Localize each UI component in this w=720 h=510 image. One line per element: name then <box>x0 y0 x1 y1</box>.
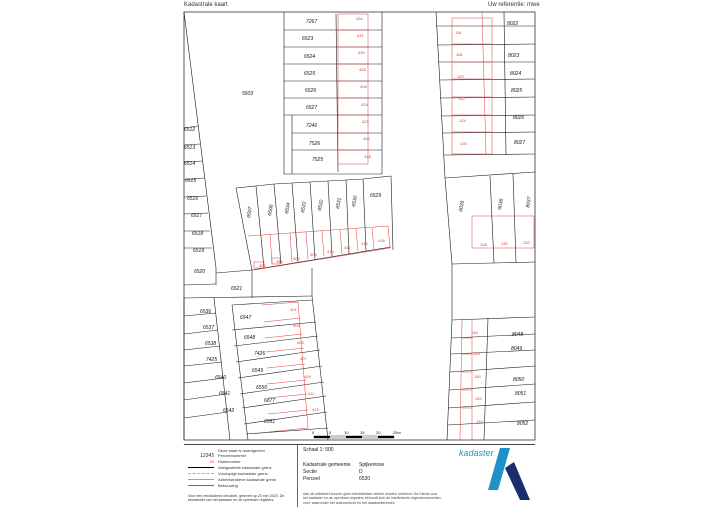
parcel-number: 6549 <box>252 368 264 374</box>
house-number: 430 <box>358 50 365 55</box>
parcel-number: 6512 <box>184 127 196 133</box>
parcel-number: 8026 <box>513 115 525 121</box>
scale-tick: 5 <box>329 430 332 435</box>
parcel-number: 8037 <box>525 196 533 209</box>
house-number: 132 <box>523 240 530 245</box>
parcel-number: 8027 <box>514 140 526 146</box>
parcel-number: 6532 <box>317 199 325 212</box>
legend-line-fixed <box>188 467 214 468</box>
disclaimer-text: Aan dit uittreksel kunnen geen bemiddelaar rekeen worden ontleend. De Dienst voor het kadaster en de openbare registers behoudt zich de intellectuele eigendomsrechten voor, waaronder het auteursrecht en het databankenrecht. <box>303 492 441 505</box>
house-number: 426 <box>360 84 367 89</box>
house-number: 126 <box>460 141 467 146</box>
house-number: 422 <box>362 119 369 124</box>
parcel-number: 5503 <box>242 91 254 97</box>
house-number-labels <box>259 16 530 424</box>
scale-bar <box>312 430 401 438</box>
parcel-number: 7267 <box>306 19 318 25</box>
scale-tick: 20 <box>376 430 381 435</box>
house-number: 406 <box>293 256 300 261</box>
parcel-number: 6526 <box>305 88 317 94</box>
house-number: 403 <box>293 323 300 328</box>
parcel-value: 6530 <box>359 476 371 482</box>
parcel-number: 6529 <box>370 193 382 199</box>
house-number: 407 <box>300 356 307 361</box>
parcel-number: 6530 <box>351 195 359 208</box>
parcel-number: 6508 <box>267 204 275 217</box>
house-number: 409 <box>304 374 311 379</box>
parcel-number: 7425 <box>206 357 218 363</box>
parcel-number: 6540 <box>215 375 227 381</box>
parcel-boundaries <box>184 12 535 440</box>
legend-sample-parcel: 12345 <box>200 452 214 459</box>
parcel-number: 7246 <box>306 123 318 129</box>
municipality-label: Kadastrale gemeente <box>303 462 351 468</box>
house-number: 152 <box>475 396 482 401</box>
legend-item: Deze kaart is noordgericht <box>218 448 265 453</box>
parcel-number: 8051 <box>515 391 527 397</box>
scale-tick: 25m <box>393 430 401 435</box>
parcel-number: 6038 <box>497 198 505 211</box>
house-number: 401 <box>290 307 297 312</box>
parcel-number: 6518 <box>192 231 204 237</box>
section-label: Sectie <box>303 469 317 475</box>
parcel-number: 7526 <box>309 141 321 147</box>
scale-tick: 0 <box>312 430 315 435</box>
house-number: 154 <box>476 419 483 424</box>
parcel-number: 6533 <box>300 201 308 214</box>
parcel-number: 6507 <box>246 206 254 219</box>
parcel-number: 8022 <box>507 21 519 27</box>
house-number: 428 <box>359 67 366 72</box>
parcel-labels <box>184 19 533 427</box>
parcel-number: 7525 <box>312 157 324 163</box>
parcel-number: 6547 <box>240 315 252 321</box>
house-number: 116 <box>455 30 462 35</box>
parcel-number: 8052 <box>517 421 529 427</box>
parcel-number: 6514 <box>184 161 196 167</box>
section-value: D <box>359 469 363 475</box>
parcel-number: 6520 <box>194 269 206 275</box>
parcel-number: 8050 <box>513 377 525 383</box>
parcel-number: 8025 <box>511 88 523 94</box>
legend-footer: Voor een eenduidend uitvoksel, gelevert op 23 mei 2020. De bewaardet van het kadaster en de openbare registers. <box>188 494 285 503</box>
parcel-number: 6542 <box>223 408 235 414</box>
house-number: 413 <box>312 407 319 412</box>
house-number: 416 <box>378 238 385 243</box>
house-number: 414 <box>361 241 368 246</box>
parcel-number: 8049 <box>511 346 523 352</box>
parcel-number: 6515 <box>185 178 197 184</box>
legend-line-administrative <box>188 479 214 480</box>
house-number: 412 <box>344 245 351 250</box>
house-number: 434 <box>356 16 363 21</box>
parcel-number: 6516 <box>187 196 199 202</box>
parcel-number: 8048 <box>512 332 524 338</box>
reference-text: Uw referentie: mwe <box>488 2 540 8</box>
parcel-number: 6550 <box>256 385 268 391</box>
parcel-number: 6536 <box>200 309 212 315</box>
parcel-number: 6036 <box>458 200 466 213</box>
parcel-number: 6541 <box>219 391 231 397</box>
legend-sample-house: 25 <box>209 459 214 464</box>
scale-tick: 10 <box>344 430 349 435</box>
house-number: 122 <box>458 96 465 101</box>
parcel-number: 6537 <box>203 325 215 331</box>
municipality-value: Spijkenisse <box>359 462 385 468</box>
parcel-label: Perceel <box>303 476 320 482</box>
parcel-number: 6877 <box>264 398 276 404</box>
parcel-number: 6534 <box>284 202 292 215</box>
parcel-number: 6548 <box>244 335 256 341</box>
house-number: 128 <box>480 242 487 247</box>
legend-item: Perceelnummer <box>218 453 247 458</box>
scale-tick: 15 <box>360 430 365 435</box>
house-number: 404 <box>276 259 283 264</box>
house-number: 130 <box>501 241 508 246</box>
parcel-number: 6519 <box>193 248 205 254</box>
house-number: 418 <box>364 154 371 159</box>
legend-item: Voorlopige kadastrale grens <box>218 471 268 476</box>
house-number: 148 <box>473 351 480 356</box>
legend-item: Vastgestelde kadastrale grens <box>218 465 272 470</box>
parcel-number: 6551 <box>264 419 276 425</box>
building-outlines <box>248 12 534 440</box>
kadaster-logo-text: kadaster <box>459 448 494 458</box>
map-frame <box>184 12 535 440</box>
scale-label: Schaal 1: 500 <box>303 447 334 453</box>
parcel-number: 6513 <box>184 145 196 151</box>
house-number: 118 <box>456 52 463 57</box>
house-number: 402 <box>259 263 266 268</box>
house-number: 411 <box>308 391 315 396</box>
house-number: 146 <box>471 330 478 335</box>
house-number: 420 <box>363 136 370 141</box>
parcel-number: 6531 <box>335 197 343 210</box>
legend-line-building <box>188 485 214 486</box>
house-number: 424 <box>361 102 368 107</box>
parcel-number: 6523 <box>302 36 314 42</box>
map-title: Kadastrale kaart <box>184 2 228 8</box>
legend-line-provisional <box>188 473 214 474</box>
parcel-number: 8024 <box>510 71 522 77</box>
parcel-number: 6521 <box>231 286 243 292</box>
parcel-number: 6517 <box>191 213 203 219</box>
house-number: 124 <box>459 118 466 123</box>
parcel-number: 7426 <box>254 351 266 357</box>
house-number: 120 <box>457 74 464 79</box>
parcel-number: 6524 <box>304 54 316 60</box>
house-number: 408 <box>310 252 317 257</box>
legend-item: Huisnummer <box>218 459 241 464</box>
house-number: 405 <box>297 340 304 345</box>
house-number: 150 <box>474 374 481 379</box>
parcel-number: 6525 <box>304 71 316 77</box>
legend-item: Bebouwing <box>218 483 238 488</box>
legend-item: Administratieve kadastrale grens <box>218 477 277 482</box>
house-number: 410 <box>327 249 334 254</box>
parcel-number: 8023 <box>508 53 520 59</box>
parcel-number: 6527 <box>306 105 318 111</box>
parcel-number: 6538 <box>205 341 217 347</box>
house-number: 432 <box>357 33 364 38</box>
